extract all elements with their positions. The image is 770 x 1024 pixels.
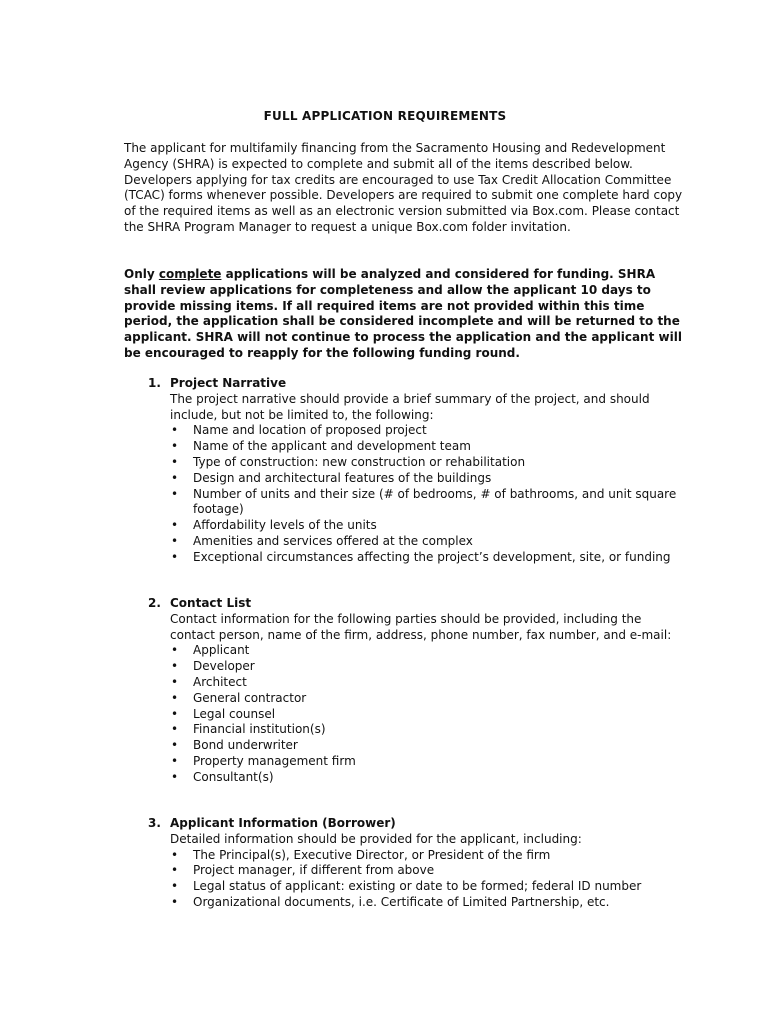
bullet-icon: •	[171, 722, 179, 737]
bullet-list	[124, 848, 684, 911]
notice-prefix: Only	[124, 267, 159, 281]
page-title: FULL APPLICATION REQUIREMENTS	[263, 109, 507, 123]
section-heading-text: Project Narrative	[170, 376, 287, 390]
list-item: • Bond underwriter	[171, 738, 298, 753]
section-project-narrative	[124, 376, 684, 566]
section-heading	[124, 816, 684, 832]
bullet-icon: •	[171, 533, 179, 548]
list-item: • Legal counsel	[171, 706, 276, 721]
bullet-icon: •	[171, 470, 179, 485]
section-description: Contact information for the following parties should be provided, including the contact person, name of the firm, address, phone number, fax number, and e-mail:	[170, 611, 672, 642]
section-number: 1.	[148, 376, 161, 390]
section-heading-text: Contact List	[170, 596, 252, 610]
bullet-icon: •	[171, 549, 179, 564]
list-item: • Type of construction: new construction or rehabilitation	[171, 454, 526, 469]
bullet-icon: •	[171, 518, 179, 533]
notice-emphasis: complete	[158, 267, 222, 281]
bullet-icon: •	[171, 706, 179, 721]
bullet-icon: •	[171, 863, 179, 878]
list-item: • Exceptional circumstances affecting the project’s development, site, or funding	[171, 549, 671, 564]
list-item: • Property management firm	[171, 753, 356, 768]
section-applicant-information	[124, 816, 684, 911]
list-item: • Name and location of proposed project	[171, 423, 427, 438]
bullet-icon: •	[171, 643, 179, 658]
list-item: • Number of units and their size (# of bedrooms, # of bathrooms, and unit square footage)	[171, 486, 677, 517]
list-item: • General contractor	[171, 690, 307, 705]
bullet-icon: •	[171, 753, 179, 768]
list-item: • Design and architectural features of the buildings	[171, 470, 492, 485]
list-item: • Project manager, if different from above	[171, 863, 435, 878]
bullet-icon: •	[171, 454, 179, 469]
section-number: 3.	[148, 816, 161, 830]
section-heading	[124, 596, 684, 612]
bullet-icon: •	[171, 690, 179, 705]
list-item: • Legal status of applicant: existing or date to be formed; federal ID number	[171, 879, 642, 894]
bullet-icon: •	[171, 738, 179, 753]
list-item: • Architect	[171, 674, 247, 689]
bullet-icon: •	[171, 674, 179, 689]
list-item: • Developer	[171, 659, 255, 674]
bullet-icon: •	[171, 439, 179, 454]
section-number: 2.	[148, 596, 161, 610]
list-item: • Name of the applicant and development team	[171, 439, 471, 454]
section-description: The project narrative should provide a brief summary of the project, and should include, but not be limited to, the following:	[170, 391, 650, 422]
section-heading	[124, 376, 684, 392]
list-item: • Affordability levels of the units	[171, 518, 377, 533]
intro-paragraph: The applicant for multifamily financing from the Sacramento Housing and Redevelopment Agency (SHRA) is expected to complete and submit all of the items described below. Developers applying for tax credits are encouraged to use Tax Credit Allocation Committee (TCAC) forms whenever possible. Developers are required to submit one complete hard copy of the required items as well as an electronic version submitted via Box.com. Please contact the SHRA Program Manager to request a unique Box.com folder invitation.	[124, 141, 683, 234]
notice-body: applications will be analyzed and considered for funding. SHRA shall review applications for completeness and allow the applicant 10 days to provide missing items. If all required items are not provided within this time period, the application shall be considered incomplete and will be returned to the applicant. SHRA will not continue to process the application and the applicant will be encouraged to reapply for the following funding round.	[124, 267, 682, 360]
section-description: Detailed information should be provided for the applicant, including:	[170, 831, 582, 846]
list-item: • Financial institution(s)	[171, 722, 326, 737]
bullet-list	[124, 643, 684, 785]
bullet-icon: •	[171, 769, 179, 784]
list-item: • Amenities and services offered at the complex	[171, 533, 473, 548]
bullet-icon: •	[171, 894, 179, 909]
bullet-list	[124, 423, 684, 565]
section-heading-text: Applicant Information (Borrower)	[170, 816, 396, 830]
list-item: • Applicant	[171, 643, 250, 658]
bullet-icon: •	[171, 879, 179, 894]
bullet-icon: •	[171, 423, 179, 438]
bullet-icon: •	[171, 659, 179, 674]
bullet-icon: •	[171, 486, 179, 501]
list-item: • Organizational documents, i.e. Certificate of Limited Partnership, etc.	[171, 894, 610, 909]
list-item: • The Principal(s), Executive Director, or President of the firm	[171, 847, 551, 862]
list-item: • Consultant(s)	[171, 769, 274, 784]
section-contact-list	[124, 596, 684, 786]
bullet-icon: •	[171, 847, 179, 862]
completeness-notice	[124, 267, 684, 362]
